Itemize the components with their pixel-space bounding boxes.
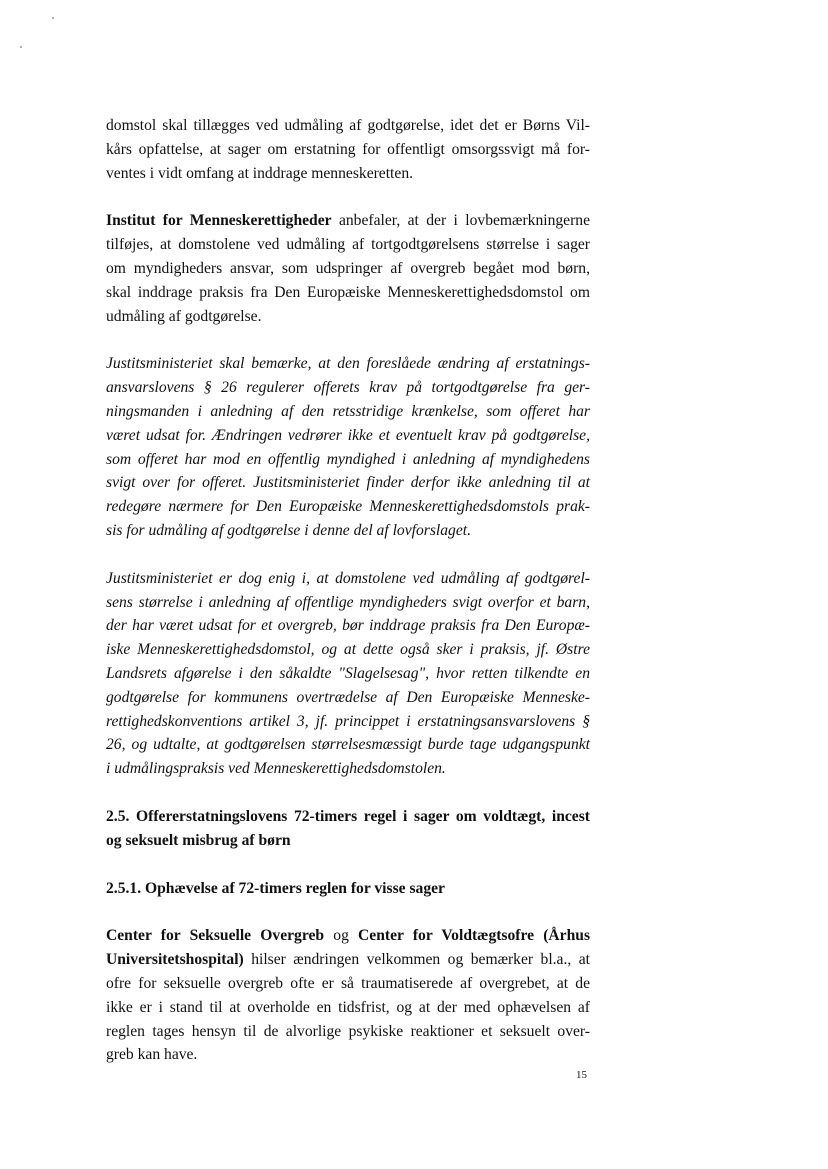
text-line: kårs opfattelse, at sager om erstatning for offentligt omsorgssvigt må for- (106, 140, 590, 158)
organization-name: Universitetshospital) (106, 951, 244, 969)
text-line: Landsrets afgørelse i den såkaldte "Slagelsesag", hvor retten tilkendte en (106, 664, 590, 682)
paragraph-institut-menneskerettigheder (106, 209, 590, 328)
text-line: ofre for seksuelle overgreb ofte er så traumatiserede af overgrebet, at de (106, 974, 590, 992)
heading-line: 2.5. Offererstatningslovens 72-timers regel i sager om voldtægt, incest (106, 807, 590, 825)
text-line: udmåling af godtgørelse. (106, 307, 262, 325)
text-span: anbefaler, at der i lovbemærkningerne (331, 212, 590, 230)
paragraph-justitsministeriet-response-1 (106, 352, 590, 542)
text-line: iske Menneskerettighedsdomstol, og at dette også sker i praksis, jf. Østre (106, 641, 590, 659)
text-line: som offeret har mod en offentlig myndighed i anledning af myndighedens (106, 450, 590, 468)
text-line: været udsat for. Ændringen vedrører ikke et eventuelt krav på godtgørelse, (106, 426, 590, 444)
organization-name: Institut for Menneskerettigheder (106, 212, 332, 230)
scan-speck (52, 17, 54, 19)
paragraph-justitsministeriet-response-2 (106, 567, 590, 781)
text-line: ikke er i stand til at overholde en tidsfrist, og at der med ophævelsen af (106, 998, 590, 1016)
section-heading-2-5 (106, 805, 590, 853)
text-line: sens størrelse i anledning af offentlige myndigheders svigt overfor et barn, (106, 593, 590, 611)
text-span: hilser ændringen velkommen og bemærker bl.a., at (243, 951, 590, 969)
text-line: godtgørelse for kommunens overtrædelse af Den Europæiske Menneske- (106, 688, 590, 706)
text-line: ansvarslovens § 26 regulerer offerets krav på tortgodtgørelse fra ger- (106, 379, 590, 397)
paragraph-center-seksuelle-overgreb (106, 924, 590, 1067)
heading-line: 2.5.1. Ophævelse af 72-timers reglen for visse sager (106, 879, 445, 897)
paragraph-boerns-vilkaar (106, 114, 590, 185)
text-line: der har været udsat for et overgreb, bør inddrage praksis fra Den Europæ- (106, 617, 590, 635)
text-line: reglen tages hensyn til de alvorlige psykiske reaktioner et seksuelt over- (106, 1022, 590, 1040)
scan-speck (20, 46, 22, 48)
text-line (106, 924, 590, 948)
page-number: 15 (576, 1069, 587, 1081)
organization-name: Center for Voldtægtsofre (Århus (358, 927, 591, 945)
text-line: Justitsministeriet er dog enig i, at domstolene ved udmåling af godtgørel- (106, 569, 590, 587)
text-line: rettighedskonventions artikel 3, jf. princippet i erstatningsansvarslovens § (106, 712, 590, 730)
text-line: ningsmanden i anledning af den retsstridige krænkelse, som offeret har (106, 402, 590, 420)
section-heading-2-5-1 (106, 877, 590, 901)
text-line: Justitsministeriet skal bemærke, at den foreslåede ændring af erstatnings- (106, 355, 590, 373)
text-line (106, 209, 590, 233)
text-line: svigt over for offeret. Justitsministeriet finder derfor ikke anledning til at (106, 474, 590, 492)
text-line: om myndigheders ansvar, som udspringer af overgreb begået mod børn, (106, 259, 590, 277)
text-line (106, 948, 590, 972)
text-line: 26, og udtalte, at godtgørelsen størrelsesmæssigt burde tage udgangspunkt (106, 736, 590, 754)
text-line: ventes i vidt omfang at inddrage menneskeretten. (106, 164, 414, 182)
text-line: redegøre nærmere for Den Europæiske Menneskerettighedsdomstols prak- (106, 498, 590, 516)
organization-name: Center for Seksuelle Overgreb (106, 927, 325, 945)
page-body (106, 114, 590, 1067)
text-line: greb kan have. (106, 1046, 198, 1064)
text-line: domstol skal tillægges ved udmåling af godtgørelse, idet det er Børns Vil- (106, 117, 590, 134)
text-span: og (324, 927, 359, 945)
text-line: tilføjes, at domstolene ved udmåling af tortgodtgørelsens størrelse i sager (106, 236, 590, 254)
text-line: skal inddrage praksis fra Den Europæiske Menneskerettighedsdomstol om (106, 283, 590, 301)
text-line: sis for udmåling af godtgørelse i denne del af lovforslaget. (106, 521, 471, 539)
text-line: i udmålingspraksis ved Menneskerettighedsdomstolen. (106, 760, 446, 778)
heading-line: og seksuelt misbrug af børn (106, 831, 291, 849)
